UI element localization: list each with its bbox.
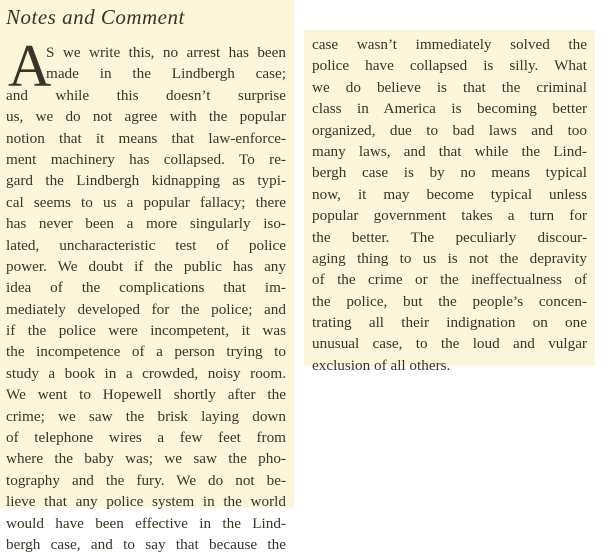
text-line: the incompetence of a person trying to [6,343,286,361]
text-line: class in America is becoming better [312,100,587,118]
text-line: case wasn’t immediately solved the [312,36,587,53]
text-line: mediately developed for the police; and [6,300,286,318]
text-line: where the baby was; we saw the pho- [6,450,286,468]
text-line: trating all their indignation on one [312,314,587,332]
text-line: we do believe is that the criminal [312,78,587,96]
text-line: unusual case, to the loud and vulgar [312,335,587,353]
text-line: would have been effective in the Lind- [6,514,286,532]
text-line: notion that it means that law-enforce- [6,129,286,147]
text-line: and while this doesn’t surprise [6,86,286,104]
right-column [304,30,595,374]
text-line: now, it may become typical unless [312,185,587,203]
text-line: tography and the fury. We do not be- [6,471,286,489]
text-line: crime; we saw the brisk laying down [6,407,286,425]
text-line: the police, but the people’s concen- [312,292,587,310]
text-line: has never been a more singularly iso- [6,215,286,233]
text-line: lated, uncharacteristic test of police [6,236,286,254]
text-line: S we write this, no arrest has been [46,44,286,61]
text-line: bergh case is by no means typical [312,164,587,182]
article-heading: Notes and Comment [6,5,185,29]
drop-cap: A [8,33,52,99]
text-line: study a book in a crowded, noisy room. [6,364,286,382]
first-paragraph [6,33,286,555]
text-line: lieve that any police system in the world [6,493,286,511]
text-line: power. We doubt if the public has any [6,257,286,275]
text-line: police have collapsed is silly. What [312,57,587,75]
text-line: bergh case, and to say that because the [6,535,286,553]
text-line: cal seems to us a popular fallacy; there [6,193,286,211]
text-line: of telephone wires a few feet from [6,429,286,447]
text-line: of the crime or the ineffectualness of [312,271,587,289]
text-line: popular government takes a turn for [312,207,587,225]
text-line: made in the Lindbergh case; [46,65,286,83]
text-line: gard the Lindbergh kidnapping as typi- [6,172,286,190]
left-column [0,0,294,553]
text-line: idea of the complications that im- [6,279,286,297]
text-line: organized, due to bad laws and too [312,121,587,139]
text-line: ment machinery has collapsed. To re- [6,150,286,168]
text-line: if the police were incompetent, it was [6,322,286,340]
text-line: aging thing to us is not the depravity [312,249,587,267]
text-line: exclusion of all others. [312,356,451,374]
text-line: the better. The peculiarly discour- [312,228,587,246]
text-line: We went to Hopewell shortly after the [6,386,286,404]
text-line: many laws, and that while the Lind- [312,142,587,160]
text-line: us, we do not agree with the popular [6,108,286,126]
